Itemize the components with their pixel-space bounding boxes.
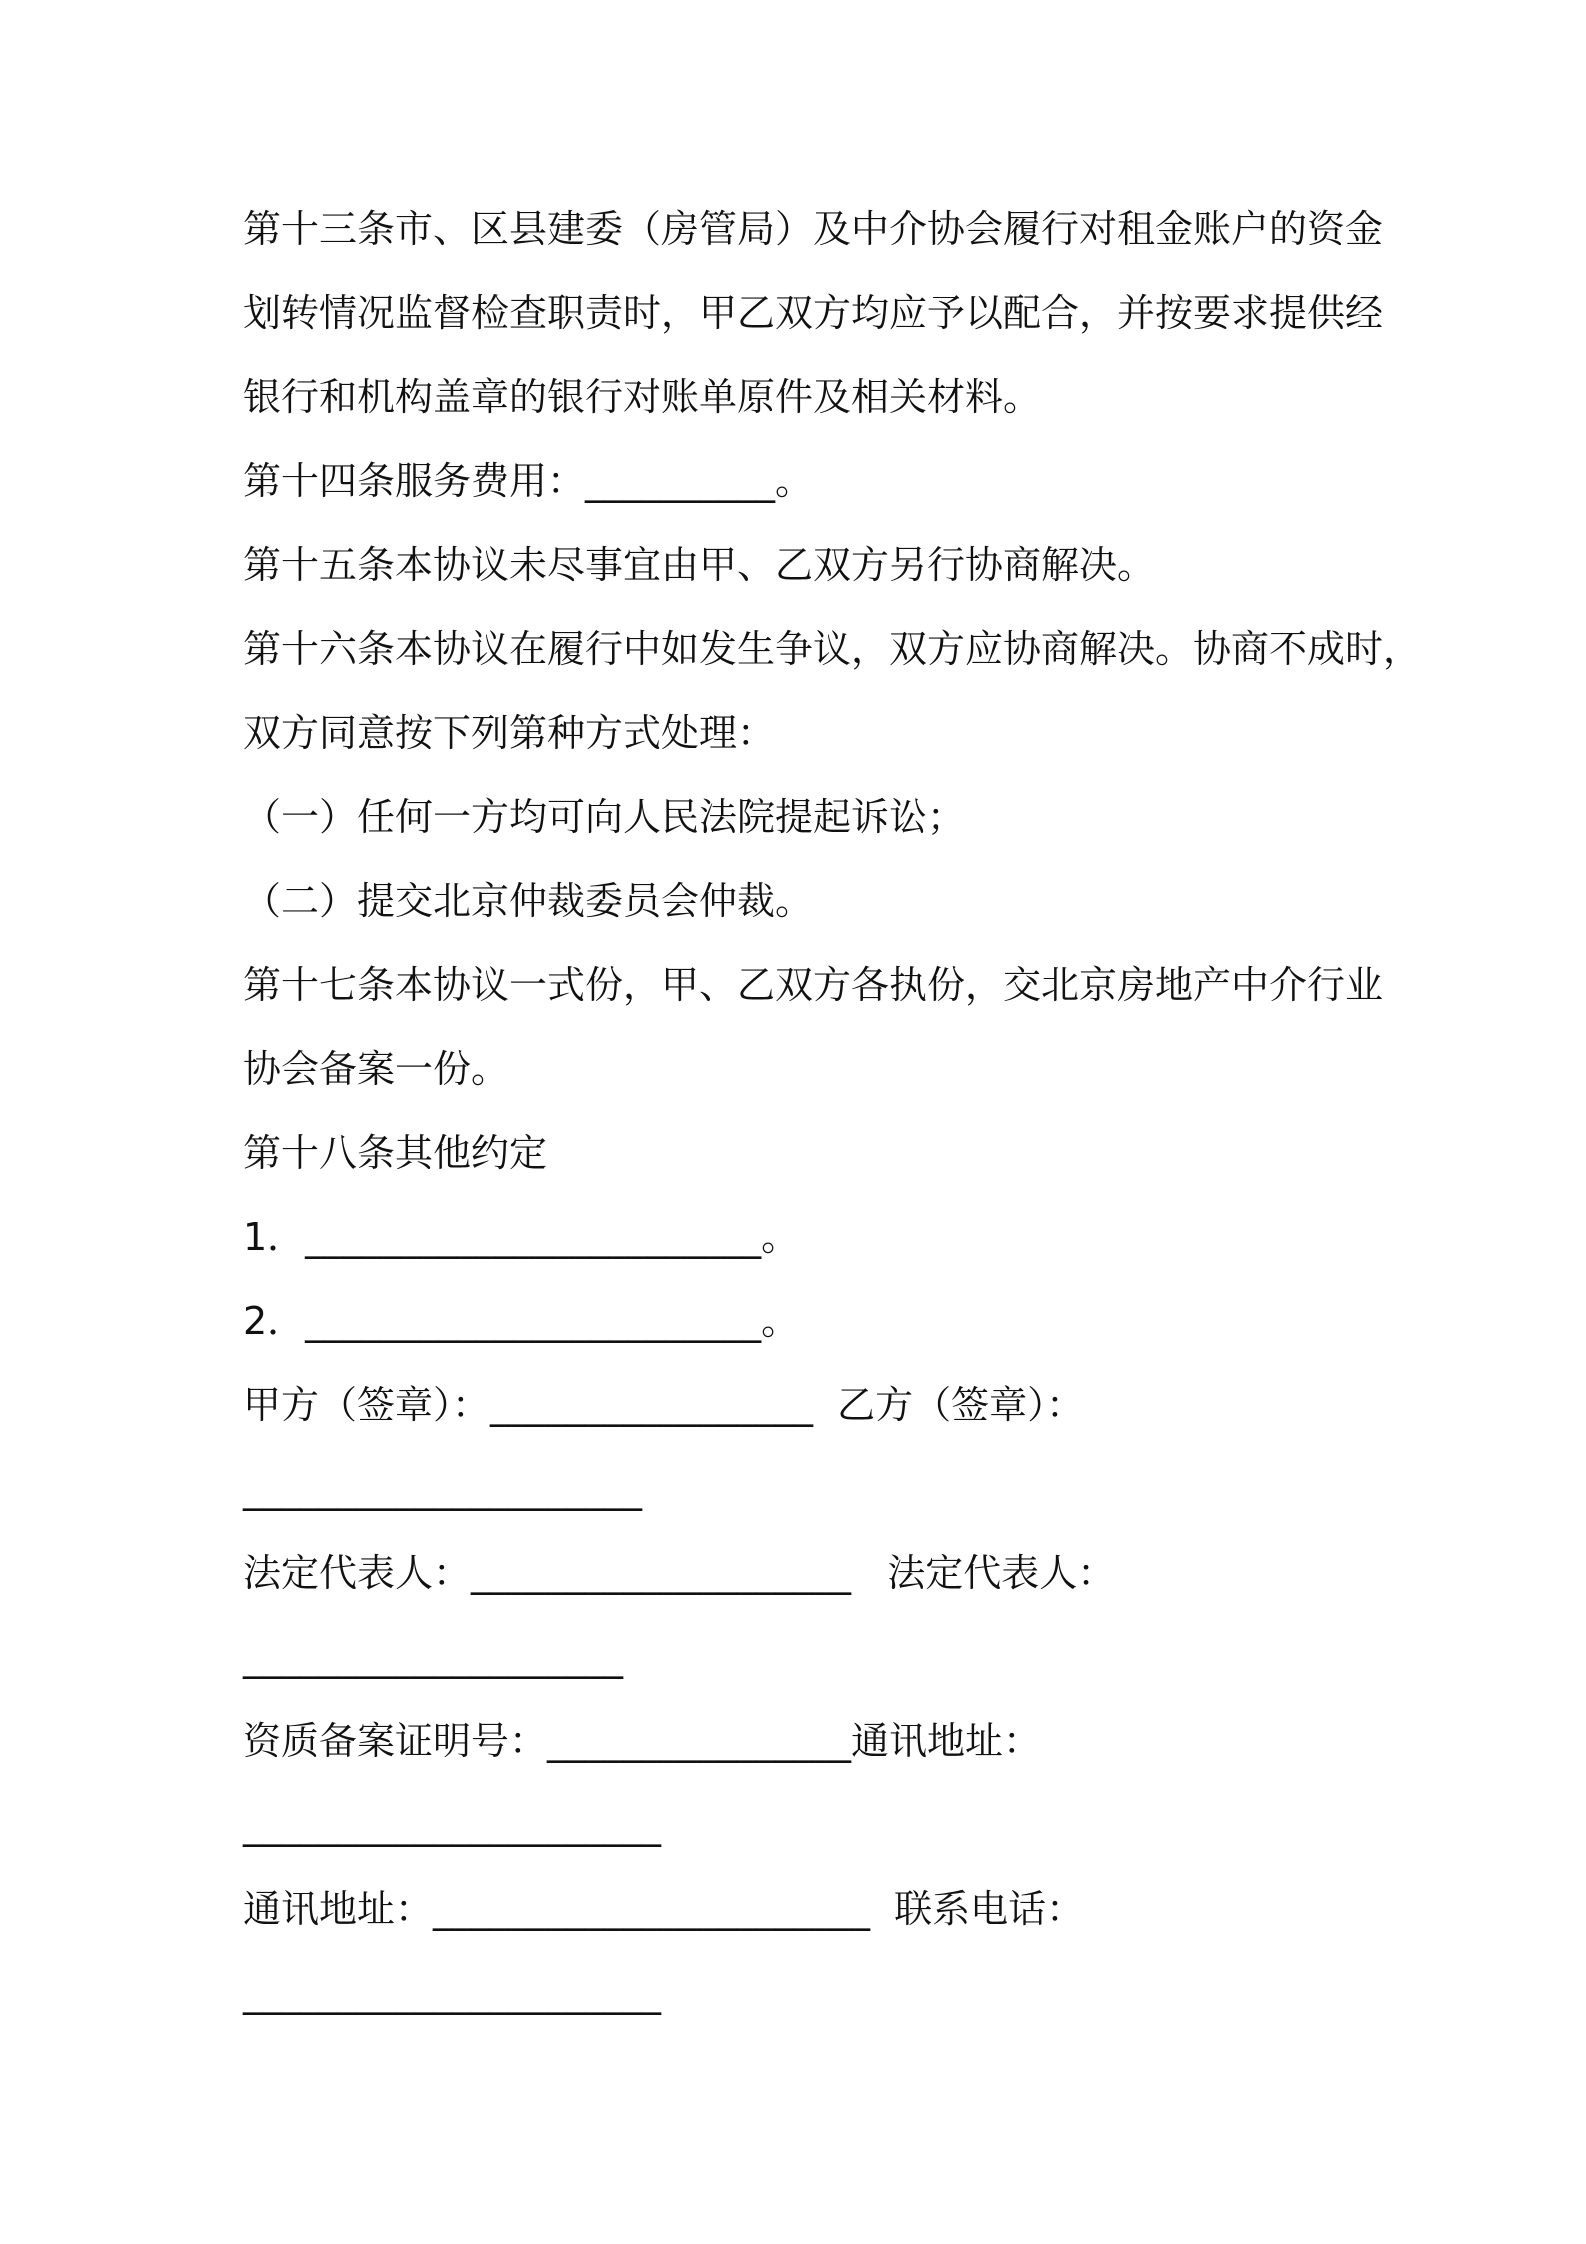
clause-16-line-2: 双方同意按下列第种方式处理： (243, 711, 776, 755)
other-agreement-1: 1．________________________。 (243, 1215, 800, 1259)
clause-18: 第十八条其他约定 (243, 1131, 548, 1175)
legal-rep-line: 法定代表人：____________________ 法定代表人： (243, 1551, 1116, 1595)
phone-b-blank: ______________________ (243, 1971, 661, 2015)
qualification-address-line: 资质备案证明号：________________通讯地址： (243, 1719, 1042, 1763)
clause-13-line-3: 银行和机构盖章的银行对账单原件及相关材料。 (243, 375, 1042, 419)
party-b-signature-blank: _____________________ (243, 1467, 642, 1511)
address-phone-line: 通讯地址：_______________________ 联系电话： (243, 1887, 1085, 1931)
clause-17-line-1: 第十七条本协议一式份，甲、乙双方各执份，交北京房地产中介行业 (243, 963, 1384, 1007)
clause-13-line-2: 划转情况监督检查职责时，甲乙双方均应予以配合，并按要求提供经 (243, 291, 1384, 335)
other-agreement-2: 2．________________________。 (243, 1299, 800, 1343)
option-1: （一）任何一方均可向人民法院提起诉讼； (243, 795, 966, 839)
clause-17-line-2: 协会备案一份。 (243, 1047, 510, 1091)
address-b-blank: ______________________ (243, 1803, 661, 1847)
clause-16-line-1: 第十六条本协议在履行中如发生争议，双方应协商解决。协商不成时， (243, 627, 1422, 671)
legal-rep-b-blank: ____________________ (243, 1635, 623, 1679)
party-signature-line: 甲方（签章）：_________________ 乙方（签章）： (243, 1383, 1085, 1427)
clause-14: 第十四条服务费用：__________。 (243, 459, 814, 503)
option-2: （二）提交北京仲裁委员会仲裁。 (243, 879, 814, 923)
clause-13-line-1: 第十三条市、区县建委（房管局）及中介协会履行对租金账户的资金 (243, 207, 1384, 251)
clause-15: 第十五条本协议未尽事宜由甲、乙双方另行协商解决。 (243, 543, 1156, 587)
